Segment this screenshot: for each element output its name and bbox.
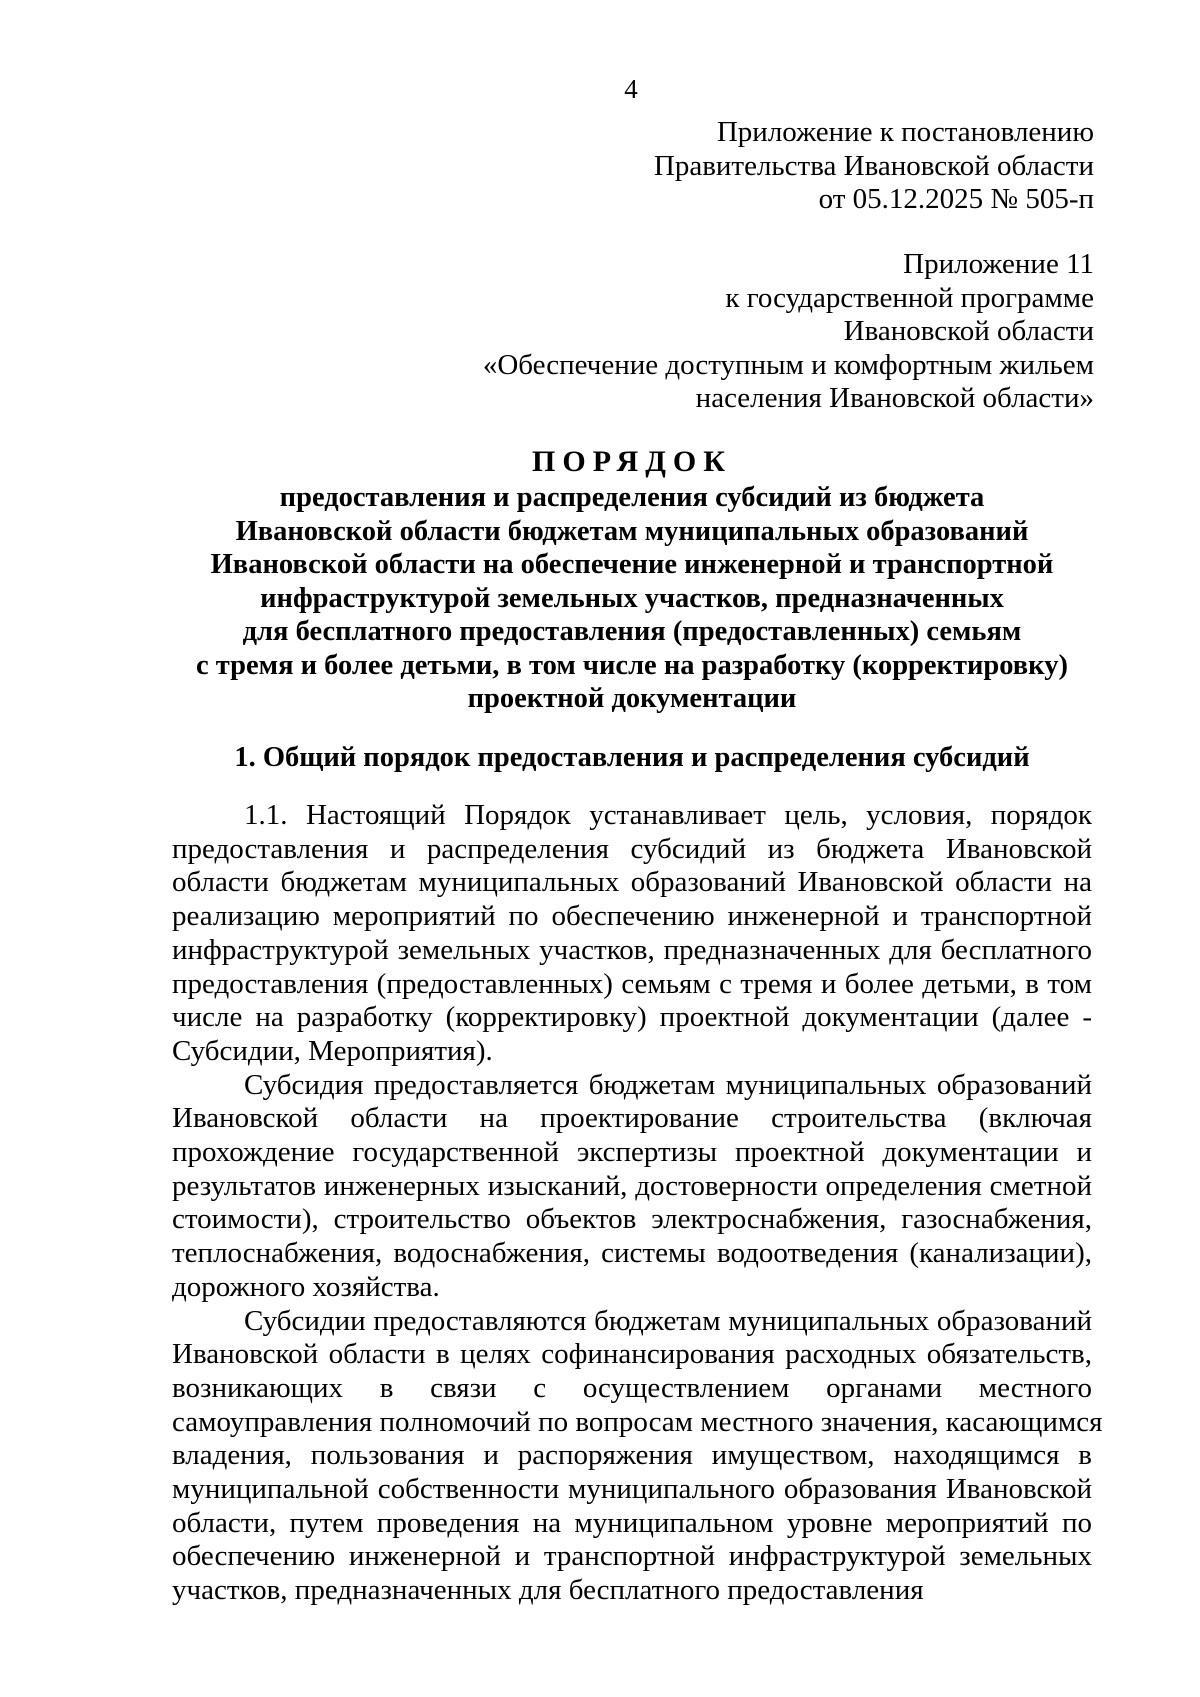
paragraph-line: 1.1. Настоящий Порядок устанавливает цель, условия, порядок — [244, 799, 1092, 831]
paragraph-line: теплоснабжения, водоснабжения, системы водоотведения (канализации), — [172, 1237, 1092, 1270]
document-subtitle — [172, 481, 1092, 716]
subtitle-line: для бесплатного предоставления (предоставленных) семьям — [242, 616, 1022, 647]
paragraph-line: реализацию мероприятий по обеспечению инженерной и транспортной — [172, 900, 1092, 933]
paragraph-line: области бюджетам муниципальных образований Ивановской области на — [172, 866, 1092, 899]
attachment-header — [654, 116, 1094, 217]
attachment-header-line: Правительства Ивановской области — [653, 149, 1094, 182]
paragraph-line: области, путем проведения на муниципальном уровне мероприятий по — [172, 1506, 1092, 1539]
paragraph-line: возникающих в связи с осуществлением органами местного — [172, 1371, 1092, 1404]
paragraph-line: самоуправления полномочий по вопросам местного значения, касающимся — [172, 1405, 1103, 1438]
document-title-block — [172, 443, 1092, 716]
attachment-header-line: Приложение к постановлению — [716, 116, 1094, 148]
subtitle-line: с тремя и более детьми, в том числе на разработку (корректировку) — [196, 649, 1068, 681]
paragraph-line: инфраструктурой земельных участков, предназначенных для бесплатного — [172, 933, 1092, 966]
paragraph-line: владения, пользования и распоряжения имуществом, находящимся в — [172, 1439, 1092, 1472]
paragraph-line: стоимости), строительство объектов электроснабжения, газоснабжения, — [172, 1203, 1092, 1236]
paragraph-line: предоставления и распределения субсидий из бюджета Ивановской — [172, 832, 1092, 865]
paragraph — [172, 1304, 1103, 1608]
paragraph-line: обеспечению инженерной и транспортной инфраструктурой земельных — [172, 1540, 1092, 1573]
program-attachment-line: к государственной программе — [725, 281, 1094, 314]
subtitle-line: Ивановской области бюджетам муниципальных образований — [235, 515, 1029, 547]
paragraph-line: Субсидия предоставляется бюджетам муниципальных образований — [244, 1068, 1092, 1101]
paragraph-line: Субсидии, Мероприятия). — [172, 1034, 493, 1067]
paragraph-line: Субсидии предоставляются бюджетам муниципальных образований — [244, 1304, 1092, 1337]
program-attachment-line: населения Ивановской области» — [695, 382, 1094, 414]
section-heading: 1. Общий порядок предоставления и распределения субсидий — [234, 742, 1030, 773]
program-attachment-line: «Обеспечение доступным и комфортным жильем — [482, 348, 1094, 381]
subtitle-line: инфраструктурой земельных участков, предназначенных — [260, 582, 1004, 614]
paragraph-line: муниципальной собственности муниципального образования Ивановской — [172, 1473, 1092, 1506]
paragraph-line: результатов инженерных изысканий, достоверности определения сметной — [172, 1169, 1092, 1202]
paragraph-line: Ивановской области на проектирование строительства (включая — [172, 1102, 1092, 1135]
paragraph-line: предоставления (предоставленных) семьям с тремя и более детьми, в том — [172, 967, 1092, 1000]
attachment-header-line: от 05.12.2025 № 505-п — [818, 183, 1094, 215]
paragraph-line: прохождение государственной экспертизы проектной документации и — [172, 1136, 1092, 1169]
program-attachment — [483, 248, 1094, 416]
paragraph-line: числе на разработку (корректировку) проектной документации (далее - — [172, 1001, 1092, 1034]
page-number: 4 — [624, 74, 638, 104]
body-text — [172, 799, 1103, 1608]
paragraph-line: Ивановской области в целях софинансирования расходных обязательств, — [172, 1338, 1092, 1371]
paragraph — [172, 1069, 1092, 1305]
program-attachment-line: Ивановской области — [843, 315, 1094, 347]
subtitle-line: предоставления и распределения субсидий из бюджета — [279, 482, 985, 513]
paragraph-line: участков, предназначенных для бесплатного предоставления — [172, 1574, 924, 1607]
subtitle-line: проектной документации — [467, 683, 797, 714]
document-title: ПОРЯДОК — [532, 445, 732, 478]
subtitle-line: Ивановской области на обеспечение инженерной и транспортной — [210, 549, 1054, 580]
paragraph — [172, 799, 1092, 1069]
paragraph-line: дорожного хозяйства. — [172, 1270, 440, 1303]
program-attachment-line: Приложение 11 — [903, 248, 1094, 280]
